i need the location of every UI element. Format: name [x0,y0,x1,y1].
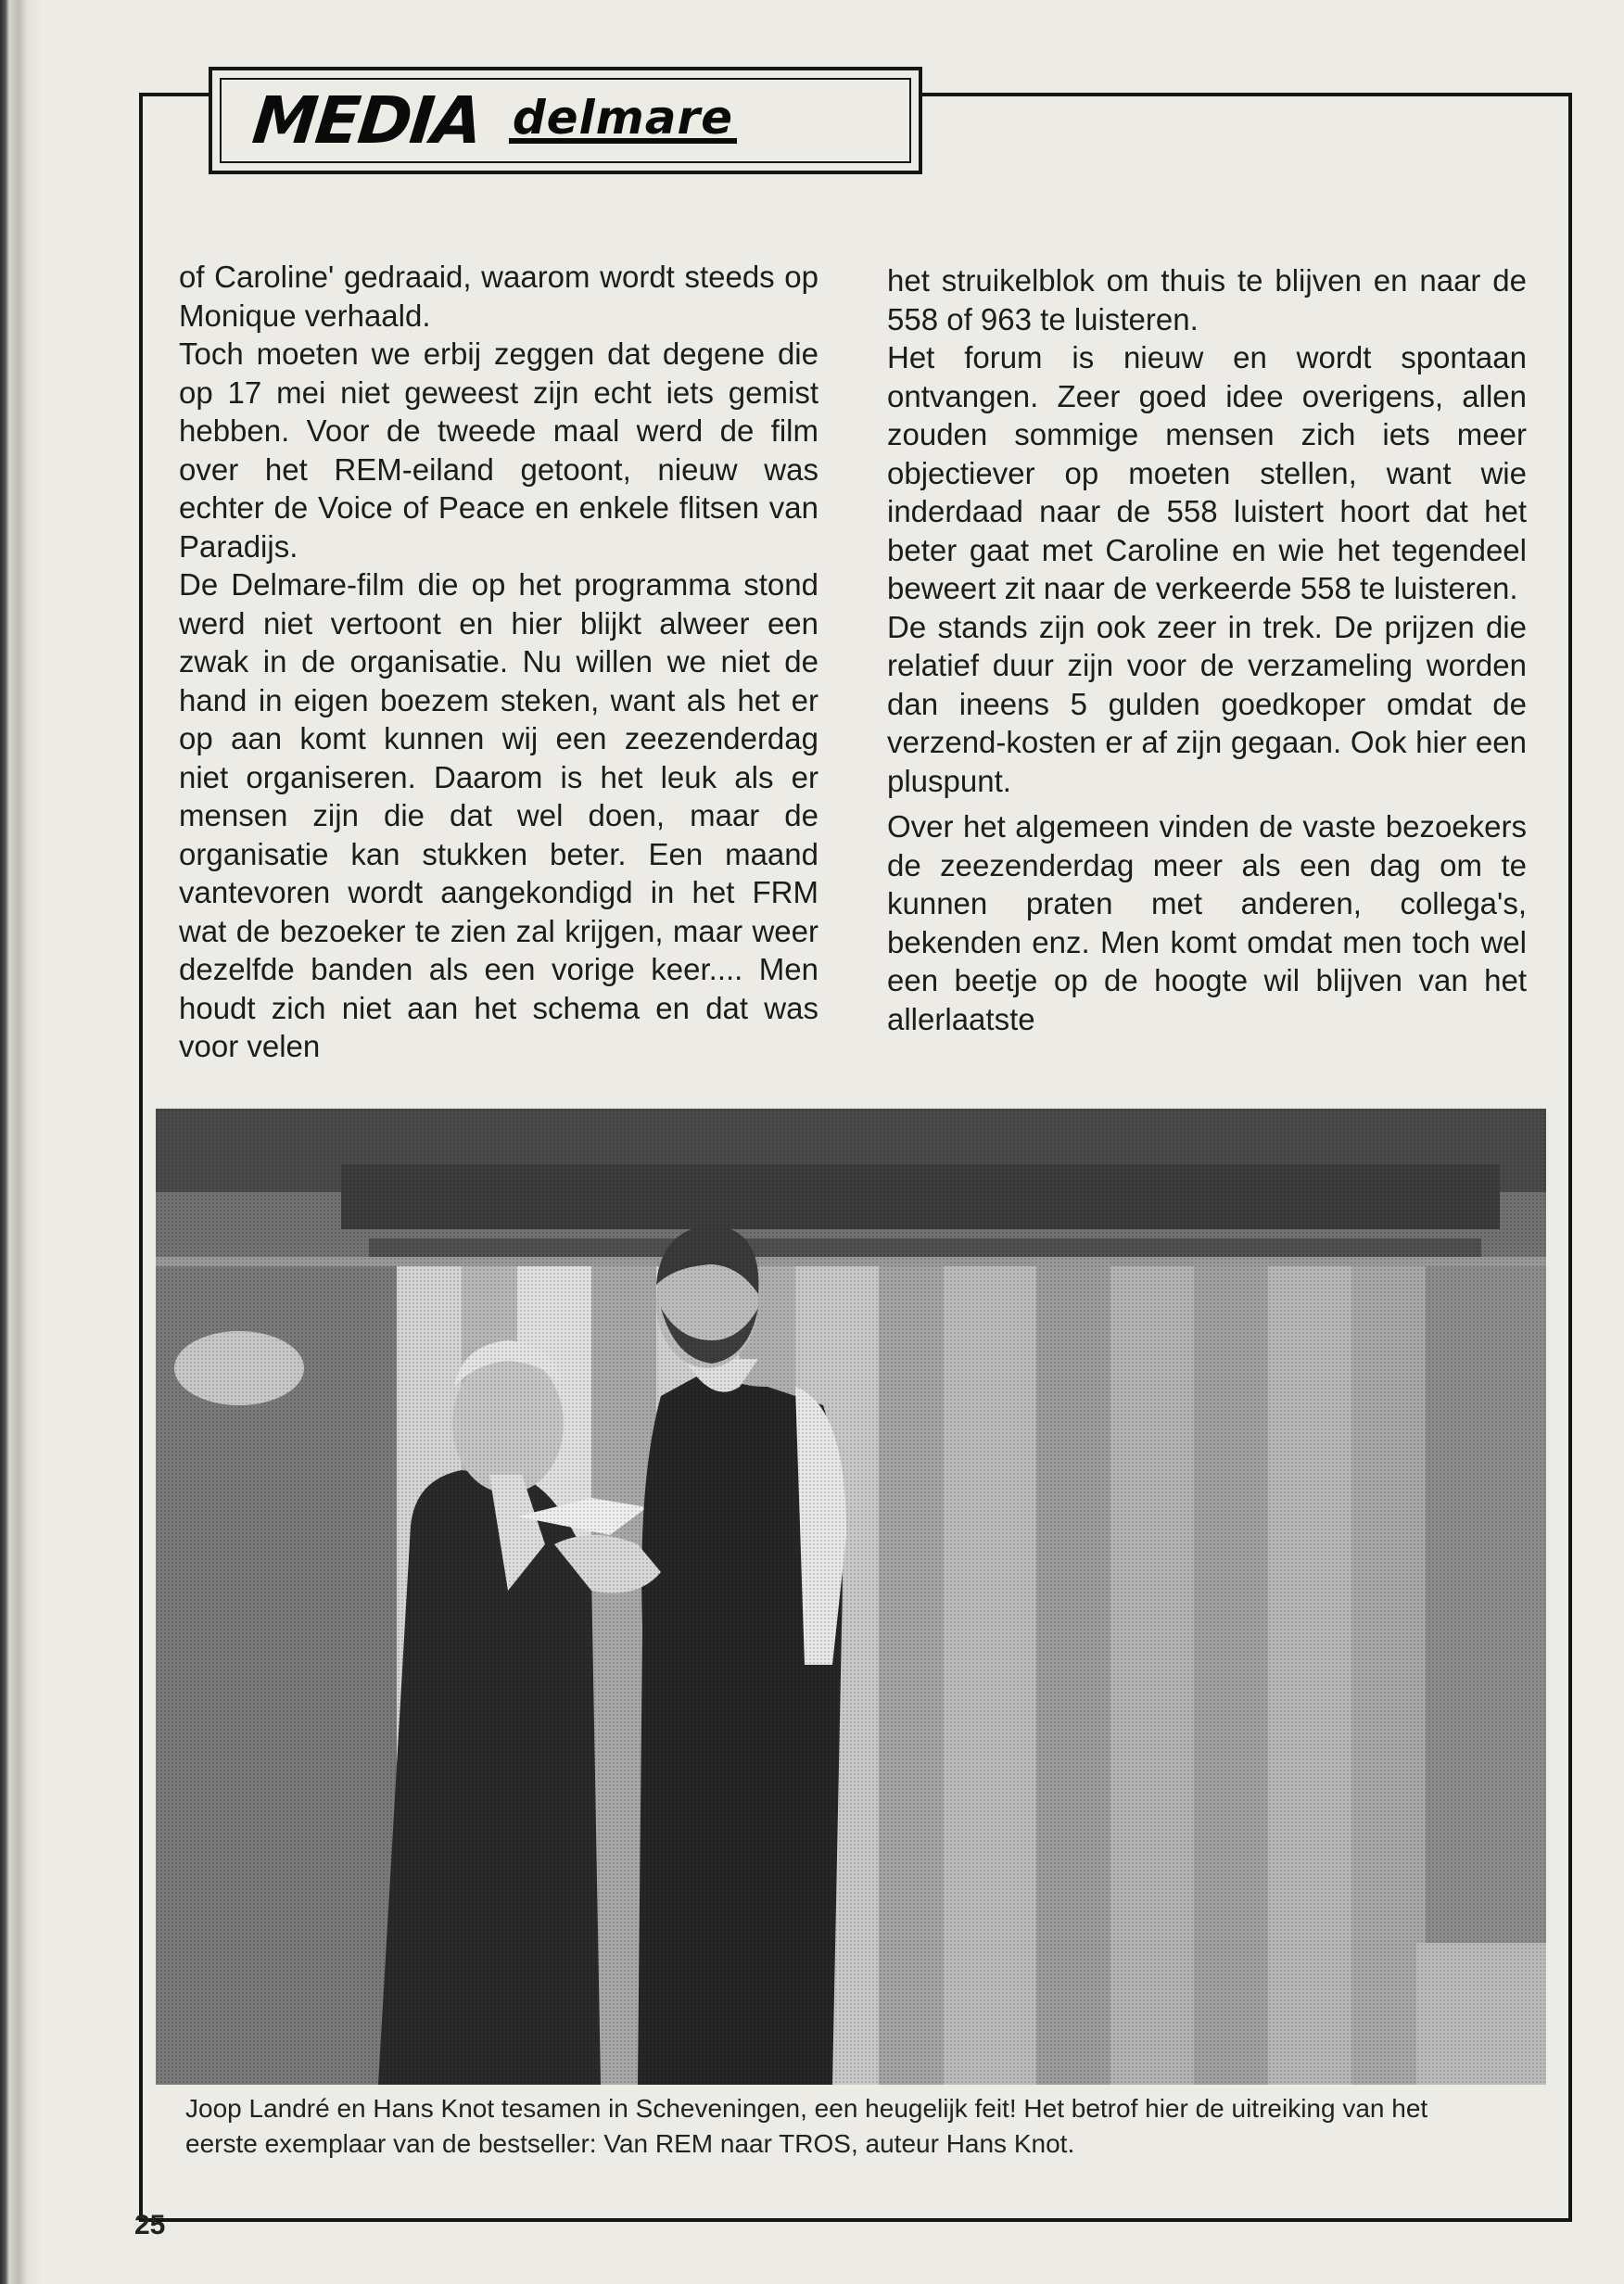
article-column-left [179,258,818,1066]
photo-illustration [156,1109,1546,2085]
paragraph: of Caroline' gedraaid, waarom wordt steeds op Monique verhaald. [179,260,818,333]
paragraph: Het forum is nieuw en wordt spontaan ontvangen. Zeer goed idee overigens, allen zouden sommige mensen zich iets meer objectiever op moeten stellen, want wie inderdaad naar de 558 luistert hoort dat het beter gaat met Caroline en wie het tegendeel beweert zit naar de verkeerde 558 te luisteren. [887,340,1527,605]
page-number: 25 [134,2210,166,2240]
paragraph: De Delmare-film die op het programma stond werd niet vertoont en hier blijkt alweer een zwak in de organisatie. Nu willen we niet de hand in eigen boezem steken, want als het er op aan komt kunnen wij een zeezenderdag niet organiseren. Daarom is het leuk als er mensen zijn die dat wel doen, maar de organisatie kan stukken beter. Een maand vantevoren wordt aangekondigd in het FRM wat de bezoeker te zien zal krijgen, maar weer dezelfde banden als een vorige keer.... Men houdt zich niet aan het schema en dat was voor velen [179,567,818,1063]
paragraph: De stands zijn ook zeer in trek. De prijzen die relatief duur zijn voor de verzameling worden dan ineens 5 gulden goedkoper omdat de verzend-kosten er af zijn gegaan. Ook hier een pluspunt. [887,609,1527,798]
paragraph: het struikelblok om thuis te blijven en naar de 558 of 963 te luisteren. [887,263,1527,336]
brand-logo: delmare [509,97,737,144]
photo-caption: Joop Landré en Hans Knot tesamen in Scheveningen, een heugelijk feit! Het betrof hier de uitreiking van het eerste exemplaar van de bestseller: Van REM naar TROS, auteur Hans Knot. [185,2094,1428,2158]
masthead [209,67,922,174]
section-title: MEDIA [248,82,486,159]
masthead-inner [220,78,911,163]
article-column-right [887,261,1527,1038]
paragraph: Toch moeten we erbij zeggen dat degene die op 17 mei niet geweest zijn echt iets gemist hebben. Voor de tweede maal werd de film over het REM-eiland getoont, nieuw was echter de Voice of Peace en enkele flitsen van Paradijs. [179,336,818,564]
page-binding-edge [0,0,41,2284]
paragraph: Over het algemeen vinden de vaste bezoekers de zeezenderdag meer als een dag om te kunnen praten met anderen, collega's, bekenden enz. Men komt omdat men toch wel een beetje op de hoogte wil blijven van het allerlaatste [887,809,1527,1036]
news-photo [156,1109,1546,2085]
